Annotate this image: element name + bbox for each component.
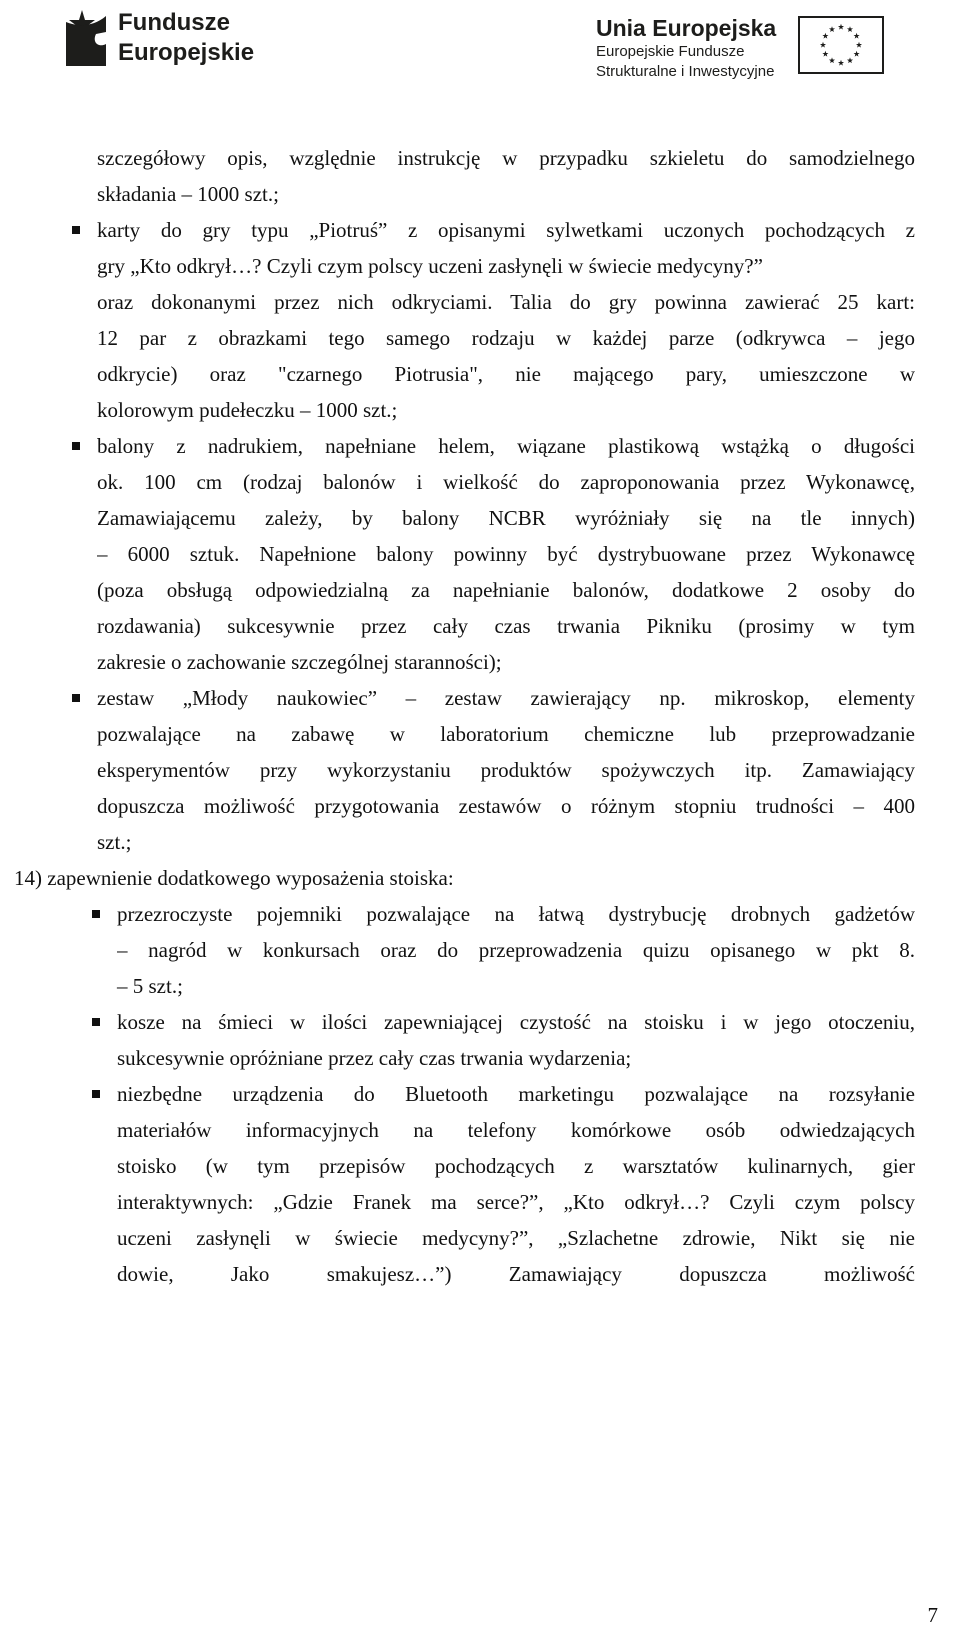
bullet-square-icon (72, 226, 80, 234)
bullet-square-icon (92, 1018, 100, 1026)
text-line: Zamawiającemu zależy, by balony NCBR wyróżniały się na tle innych) (97, 506, 915, 530)
text-line: materiałów informacyjnych na telefony komórkowe osób odwiedzających (117, 1118, 915, 1142)
text-line: szt.; (97, 830, 132, 854)
text-line: interaktywnych: „Gdzie Franek ma serce?”, „Kto odkrył…? Czyli czym polscy (117, 1190, 915, 1214)
fundusze-europejskie-logo (62, 8, 254, 68)
text-line: zakresie o zachowanie szczególnej staranności); (97, 650, 502, 674)
eu-logo-title: Unia Europejska (596, 15, 777, 41)
text-line: oraz dokonanymi przez nich odkryciami. Talia do gry powinna zawierać 25 kart: (97, 290, 915, 314)
text-line: (poza obsługą odpowiedzialną za napełnianie balonów, dodatkowe 2 osoby do (97, 578, 915, 602)
text-line: karty do gry typu „Piotruś” z opisanymi sylwetkami uczonych pochodzących z (97, 218, 915, 242)
text-line: sukcesywnie opróżniane przez cały czas trwania wydarzenia; (117, 1046, 632, 1070)
text-line: odkrycie) oraz "czarnego Piotrusia", nie mającego pary, umieszczone w (97, 362, 915, 386)
text-line: dopuszcza możliwość przygotowania zestawów o różnym stopniu trudności – 400 (97, 794, 915, 818)
section-heading: 14) zapewnienie dodatkowego wyposażenia stoiska: (14, 866, 454, 890)
eu-logo-line2: Europejskie Fundusze (596, 43, 745, 60)
text-line: 12 par z obrazkami tego samego rodzaju w każdej parze (odkrywca – jego (97, 326, 915, 350)
text-line: eksperymentów przy wykorzystaniu produktów spożywczych itp. Zamawiający (97, 758, 915, 782)
text-line: stoisko (w tym przepisów pochodzących z warsztatów kulinarnych, gier (117, 1154, 915, 1178)
fe-logo-line2: Europejskie (118, 39, 255, 66)
text-line: rozdawania) sukcesywnie przez cały czas trwania Pikniku (prosimy w tym (97, 614, 915, 638)
text-line: uczeni zasłynęli w świecie medycyny?”, „Szlachetne zdrowie, Nikt się nie (117, 1226, 915, 1250)
eu-flag-icon (798, 16, 884, 74)
text-line: składania – 1000 szt.; (97, 182, 279, 206)
text-line: szczegółowy opis, względnie instrukcję w przypadku szkieletu do samodzielnego (97, 146, 915, 170)
page-number: 7 (927, 1603, 938, 1627)
text-line: – 5 szt.; (117, 974, 183, 998)
text-line: balony z nadrukiem, napełniane helem, wiązane plastikową wstążką o długości (97, 434, 915, 458)
text-line: kolorowym pudełeczku – 1000 szt.; (97, 398, 398, 422)
text-line: dowie, Jako smakujesz…”) Zamawiający dopuszcza możliwość (117, 1262, 915, 1286)
text-line: niezbędne urządzenia do Bluetooth marketingu pozwalające na rozsyłanie (117, 1082, 915, 1106)
page-header (0, 0, 960, 110)
bullet-square-icon (92, 1090, 100, 1098)
bullet-square-icon (72, 694, 80, 702)
fe-logo-line1: Fundusze (118, 9, 230, 36)
fe-star-mark-icon (62, 8, 110, 68)
unia-europejska-logo (596, 14, 884, 82)
text-line: – nagród w konkursach oraz do przeprowadzenia quizu opisanego w pkt 8. (117, 938, 915, 962)
bullet-square-icon (72, 442, 80, 450)
eu-logo-line3: Strukturalne i Inwestycyjne (596, 63, 775, 80)
bullet-square-icon (92, 910, 100, 918)
text-line: zestaw „Młody naukowiec” – zestaw zawierający np. mikroskop, elementy (97, 686, 915, 710)
text-line: kosze na śmieci w ilości zapewniającej czystość na stoisku i w jego otoczeniu, (117, 1010, 915, 1034)
text-line: ok. 100 cm (rodzaj balonów i wielkość do zaproponowania przez Wykonawcę, (97, 470, 915, 494)
text-line: przezroczyste pojemniki pozwalające na łatwą dystrybucję drobnych gadżetów (117, 902, 915, 926)
text-line: – 6000 sztuk. Napełnione balony powinny być dystrybuowane przez Wykonawcę (97, 542, 915, 566)
text-line: gry „Kto odkrył…? Czyli czym polscy uczeni zasłynęli w świecie medycyny?” (97, 254, 763, 278)
text-line: pozwalające na zabawę w laboratorium chemiczne lub przeprowadzanie (97, 722, 915, 746)
